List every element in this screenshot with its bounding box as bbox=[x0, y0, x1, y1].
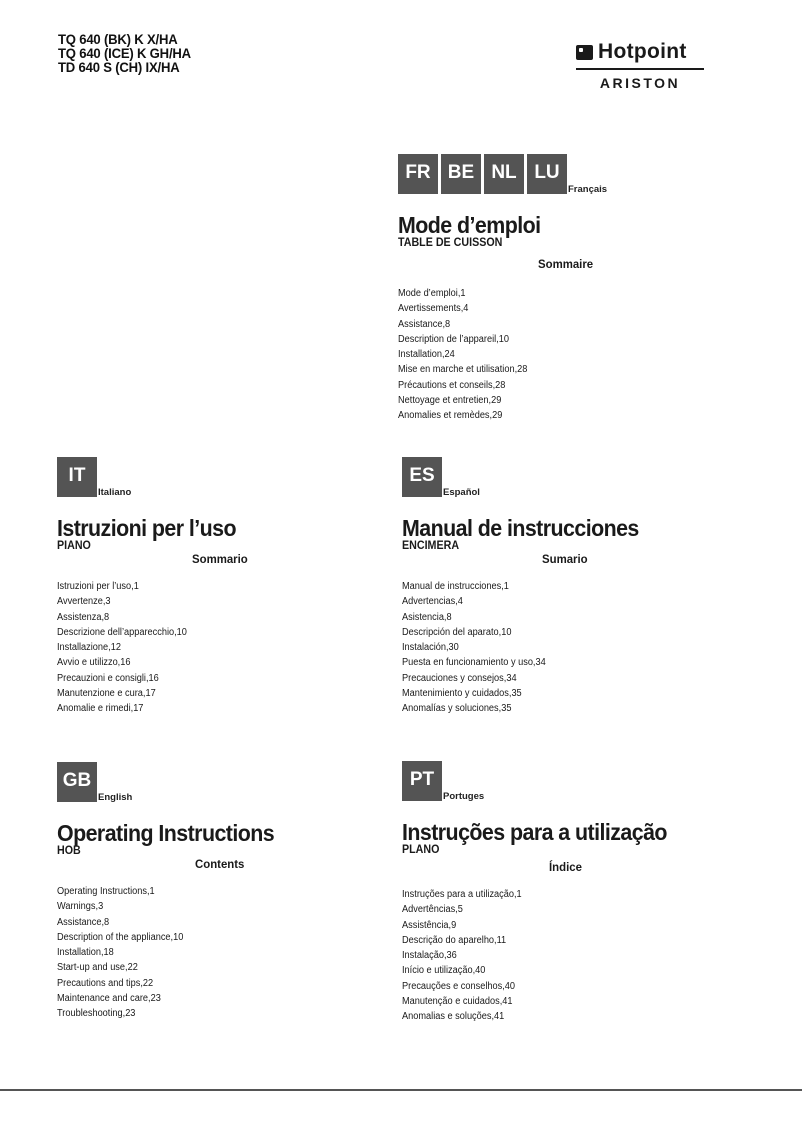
toc-item[interactable]: Avvio e utilizzo,16 bbox=[57, 657, 131, 669]
toc-item[interactable]: Anomalias e soluções,41 bbox=[402, 1011, 505, 1023]
language-label: Español bbox=[443, 487, 480, 498]
toc-item[interactable]: Mode d’emploi,1 bbox=[398, 288, 466, 299]
language-label: Portuges bbox=[443, 791, 485, 802]
toc-list bbox=[398, 286, 607, 424]
toc-item[interactable]: Manutenção e cuidados,41 bbox=[402, 996, 513, 1008]
section-spanish bbox=[402, 457, 657, 717]
toc-item[interactable]: Anomalías y soluciones,35 bbox=[402, 703, 512, 715]
section-title: Mode d’emploi bbox=[398, 212, 541, 238]
toc-item[interactable]: Início e utilização,40 bbox=[402, 965, 486, 977]
toc-item[interactable]: Assistenza,8 bbox=[57, 611, 110, 623]
country-badge: NL bbox=[484, 154, 524, 194]
brand-logo bbox=[576, 40, 704, 91]
toc-item[interactable]: Installation,24 bbox=[398, 349, 455, 361]
toc-item[interactable]: Avertissements,4 bbox=[398, 303, 469, 315]
toc-item[interactable]: Advertencias,4 bbox=[402, 596, 463, 608]
model-list bbox=[58, 33, 195, 75]
toc-item[interactable]: Assistance,8 bbox=[398, 318, 451, 330]
toc-item[interactable]: Precauzioni e consigli,16 bbox=[57, 672, 159, 684]
toc-item[interactable]: Installazione,12 bbox=[57, 642, 121, 654]
country-badges bbox=[398, 154, 607, 194]
toc-item[interactable]: Warnings,3 bbox=[57, 901, 104, 913]
toc-item[interactable]: Anomalie e rimedi,17 bbox=[57, 703, 144, 715]
toc-list bbox=[57, 579, 251, 717]
section-subtitle: PIANO bbox=[57, 540, 91, 552]
logo-divider bbox=[576, 68, 704, 70]
toc-item[interactable]: Advertências,5 bbox=[402, 904, 463, 916]
toc-item[interactable]: Description de l’appareil,10 bbox=[398, 333, 509, 345]
toc-item[interactable]: Istruzioni per l’uso,1 bbox=[57, 581, 139, 592]
toc-item[interactable]: Asistencia,8 bbox=[402, 611, 452, 623]
toc-list bbox=[57, 884, 290, 1022]
toc-item[interactable]: Anomalies et remèdes,29 bbox=[398, 410, 503, 422]
model-number: TQ 640 (BK) K X/HA bbox=[58, 32, 178, 47]
section-french bbox=[398, 154, 607, 424]
toc-item[interactable]: Avvertenze,3 bbox=[57, 596, 111, 608]
toc-item[interactable]: Descripción del aparato,10 bbox=[402, 626, 512, 638]
country-badge: FR bbox=[398, 154, 438, 194]
toc-item[interactable]: Précautions et conseils,28 bbox=[398, 379, 506, 391]
country-badges bbox=[402, 761, 687, 801]
toc-item[interactable]: Mise en marche et utilisation,28 bbox=[398, 364, 528, 376]
section-portuguese bbox=[402, 761, 687, 1025]
toc-item[interactable]: Descrição do aparelho,11 bbox=[402, 934, 507, 946]
toc-item[interactable]: Mantenimiento y cuidados,35 bbox=[402, 688, 522, 700]
language-label: Français bbox=[568, 184, 608, 195]
toc-item[interactable]: Operating Instructions,1 bbox=[57, 886, 155, 897]
toc-item[interactable]: Manual de instrucciones,1 bbox=[402, 581, 509, 592]
model-number: TD 640 S (CH) IX/HA bbox=[58, 60, 180, 75]
toc-list bbox=[402, 887, 687, 1025]
toc-item[interactable]: Instalación,30 bbox=[402, 642, 459, 654]
country-badge: GB bbox=[57, 762, 97, 802]
toc-heading: Sommaire bbox=[538, 257, 594, 271]
toc-item[interactable]: Puesta en funcionamiento y uso,34 bbox=[402, 657, 546, 669]
toc-list bbox=[402, 579, 657, 717]
toc-heading: Contents bbox=[195, 857, 245, 871]
section-title: Istruzioni per l’uso bbox=[57, 515, 236, 541]
country-badge: BE bbox=[441, 154, 481, 194]
toc-item[interactable]: Descrizione dell’apparecchio,10 bbox=[57, 626, 187, 638]
toc-heading: Índice bbox=[549, 860, 582, 874]
toc-heading: Sommario bbox=[192, 552, 248, 566]
brand-name: Hotpoint bbox=[598, 40, 687, 63]
brand-subname: ARISTON bbox=[599, 75, 681, 91]
toc-heading: Sumario bbox=[542, 552, 588, 566]
toc-item[interactable]: Assistência,9 bbox=[402, 919, 457, 931]
hotpoint-mark-icon bbox=[576, 45, 593, 60]
toc-item[interactable]: Nettoyage et entretien,29 bbox=[398, 395, 502, 407]
country-badges bbox=[402, 457, 657, 497]
model-number: TQ 640 (ICE) K GH/HA bbox=[58, 46, 191, 61]
country-badge: IT bbox=[57, 457, 97, 497]
toc-item[interactable]: Maintenance and care,23 bbox=[57, 993, 161, 1005]
toc-item[interactable]: Precauciones y consejos,34 bbox=[402, 672, 517, 684]
country-badges bbox=[57, 457, 251, 497]
toc-item[interactable]: Instalação,36 bbox=[402, 950, 457, 962]
toc-item[interactable]: Manutenzione e cura,17 bbox=[57, 688, 156, 700]
country-badges bbox=[57, 762, 290, 802]
section-subtitle: HOB bbox=[57, 845, 81, 857]
toc-item[interactable]: Description of the appliance,10 bbox=[57, 931, 184, 943]
country-badge: ES bbox=[402, 457, 442, 497]
toc-item[interactable]: Instruções para a utilização,1 bbox=[402, 889, 522, 900]
section-subtitle: TABLE DE CUISSON bbox=[398, 237, 503, 249]
language-label: English bbox=[98, 792, 133, 803]
toc-item[interactable]: Start-up and use,22 bbox=[57, 962, 138, 974]
country-badge: LU bbox=[527, 154, 567, 194]
toc-item[interactable]: Installation,18 bbox=[57, 947, 114, 959]
toc-item[interactable]: Precautions and tips,22 bbox=[57, 977, 154, 989]
toc-item[interactable]: Troubleshooting,23 bbox=[57, 1008, 136, 1020]
country-badge: PT bbox=[402, 761, 442, 801]
page-divider bbox=[0, 1089, 802, 1091]
toc-item[interactable]: Assistance,8 bbox=[57, 916, 110, 928]
toc-item[interactable]: Precauções e conselhos,40 bbox=[402, 980, 516, 992]
section-italian bbox=[57, 457, 251, 717]
section-subtitle: PLANO bbox=[402, 844, 440, 856]
section-english bbox=[57, 762, 290, 1022]
section-title: Operating Instructions bbox=[57, 820, 275, 846]
section-title: Manual de instrucciones bbox=[402, 515, 639, 541]
language-label: Italiano bbox=[98, 487, 132, 498]
section-subtitle: ENCIMERA bbox=[402, 540, 460, 552]
section-title: Instruções para a utilização bbox=[402, 819, 667, 845]
